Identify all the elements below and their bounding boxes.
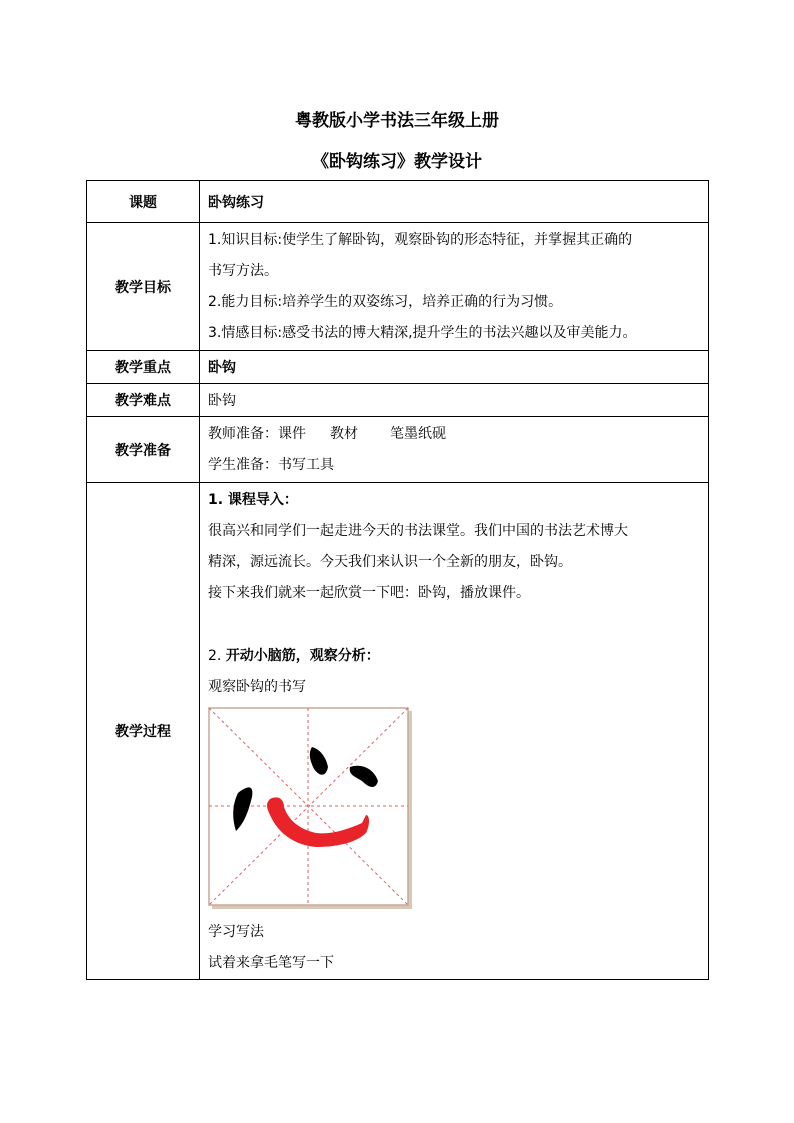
goal-line: 书写方法。 — [208, 262, 278, 279]
value-goals — [200, 223, 709, 351]
teacher-item-1: 教师准备：课件 — [208, 425, 306, 442]
row-topic — [87, 181, 709, 223]
value-process — [200, 483, 709, 980]
value-preparation — [200, 417, 709, 483]
lesson-plan-table — [86, 180, 709, 980]
value-key-point: 卧钩 — [200, 351, 709, 384]
section1-line: 很高兴和同学们一起走进今天的书法课堂。我们中国的书法艺术博大 — [208, 523, 628, 539]
doc-subtitle: 《卧钩练习》教学设计 — [312, 152, 482, 172]
row-process — [87, 483, 709, 980]
label-difficulty: 教学难点 — [87, 384, 200, 417]
try-text: 试着来拿毛笔写一下 — [208, 955, 334, 971]
section1-line: 接下来我们就来一起欣赏一下吧：卧钩，播放课件。 — [208, 585, 530, 601]
doc-title: 粤教版小学书法三年级上册 — [295, 111, 499, 131]
section2-number: 2. — [208, 648, 222, 664]
value-topic: 卧钩练习 — [200, 181, 709, 223]
goal-line: 1.知识目标:使学生了解卧钩，观察卧钩的形态特征，并掌握其正确的 — [208, 231, 633, 248]
section1-line: 精深，源远流长。今天我们来认识一个全新的朋友，卧钩。 — [208, 554, 572, 570]
label-key-point: 教学重点 — [87, 351, 200, 384]
section2-title — [208, 641, 708, 672]
section1-title: 1. 课程导入： — [208, 492, 298, 508]
section2-heading: 开动小脑筋，观察分析： — [225, 648, 380, 664]
learn-text: 学习写法 — [208, 924, 264, 940]
teacher-item-2: 教材 — [330, 425, 358, 442]
teacher-item-3: 笔墨纸砚 — [390, 425, 446, 442]
row-key-point — [87, 351, 709, 384]
row-preparation — [87, 417, 709, 483]
goal-line: 3.情感目标:感受书法的博大精深,提升学生的书法兴趣以及审美能力。 — [208, 324, 637, 341]
label-goals: 教学目标 — [87, 223, 200, 351]
goal-line: 2.能力目标:培养学生的双姿练习，培养正确的行为习惯。 — [208, 293, 563, 310]
label-topic: 课题 — [87, 181, 200, 223]
label-process: 教学过程 — [87, 483, 200, 980]
mizige-character-illustration — [208, 707, 414, 911]
value-difficulty: 卧钩 — [200, 384, 709, 417]
observe-text: 观察卧钩的书写 — [208, 679, 306, 695]
teacher-preparation — [208, 419, 708, 450]
student-preparation: 学生准备：书写工具 — [208, 456, 334, 473]
label-preparation: 教学准备 — [87, 417, 200, 483]
row-goals — [87, 223, 709, 351]
row-difficulty — [87, 384, 709, 417]
